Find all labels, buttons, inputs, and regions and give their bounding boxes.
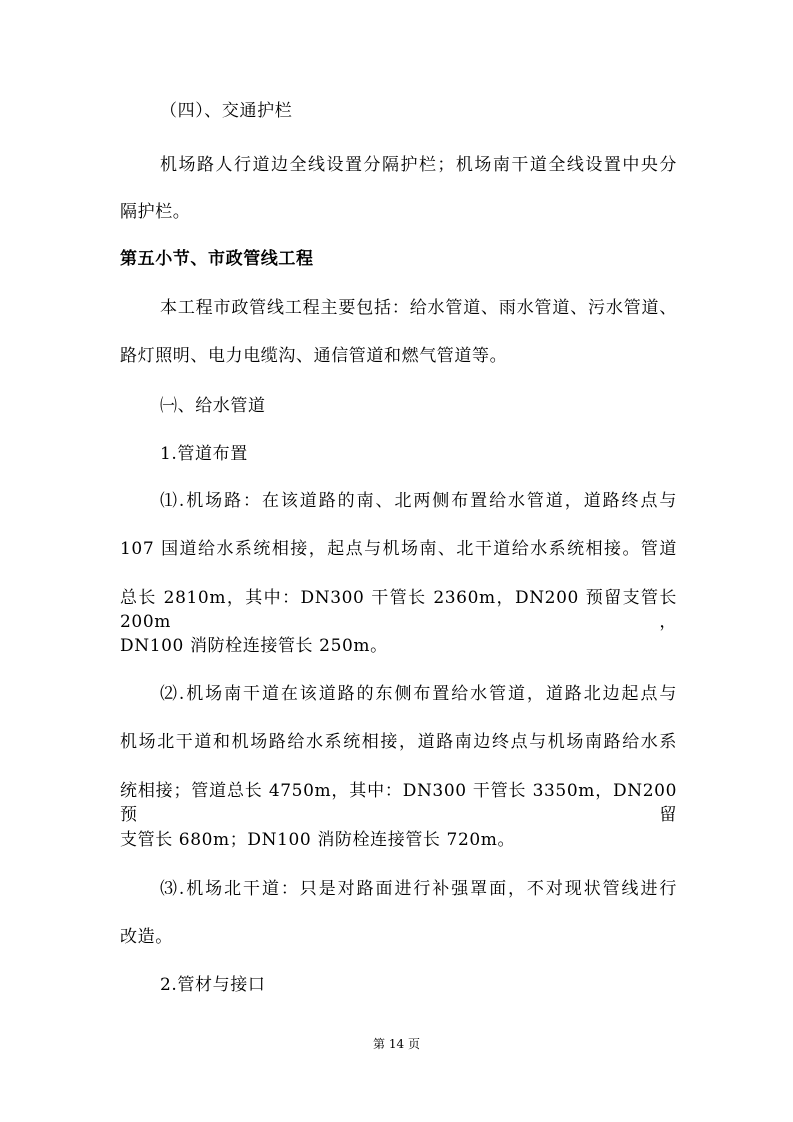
paragraph-line: 107 国道给水系统相接，起点与机场南、北干道给水系统相接。管道 [120, 539, 677, 559]
paragraph-line: 隔护栏。 [120, 202, 191, 222]
item-heading-pipe-layout: 1.管道布置 [160, 444, 248, 464]
paragraph-line: 路灯照明、电力电缆沟、通信管道和燃气管道等。 [120, 346, 508, 366]
paragraph-line: ⑵.机场南干道在该道路的东侧布置给水管道，道路北边起点与 [160, 684, 677, 704]
subsection-heading-traffic-guardrail: （四）、交通护栏 [160, 101, 293, 121]
paragraph-line: 统相接；管道总长 4750m，其中：DN300 干管长 3350m，DN200 预留 [120, 781, 677, 825]
item-heading-pipe-materials: 2.管材与接口 [160, 975, 266, 995]
paragraph-line: 本工程市政管线工程主要包括：给水管道、雨水管道、污水管道、 [160, 298, 677, 318]
paragraph-line: 支管长 680m；DN100 消防栓连接管长 720m。 [120, 830, 516, 850]
page-number-footer: 第 14 页 [373, 1037, 420, 1051]
section-heading-municipal-pipelines: 第五小节、市政管线工程 [120, 249, 314, 269]
subsection-heading-water-supply: ㈠、给水管道 [160, 396, 266, 416]
paragraph-line: 改造。 [120, 927, 173, 947]
paragraph-line: DN100 消防栓连接管长 250m。 [120, 636, 388, 656]
paragraph-line: ⑶.机场北干道：只是对路面进行补强罩面，不对现状管线进行 [160, 879, 677, 899]
paragraph-line: 总长 2810m，其中：DN300 干管长 2360m，DN200 预留支管长 200m， [120, 588, 677, 632]
paragraph-line: 机场路人行道边全线设置分隔护栏；机场南干道全线设置中央分 [160, 155, 677, 175]
paragraph-line: ⑴.机场路：在该道路的南、北两侧布置给水管道，道路终点与 [160, 491, 677, 511]
paragraph-line: 机场北干道和机场路给水系统相接，道路南边终点与机场南路给水系 [120, 732, 677, 752]
